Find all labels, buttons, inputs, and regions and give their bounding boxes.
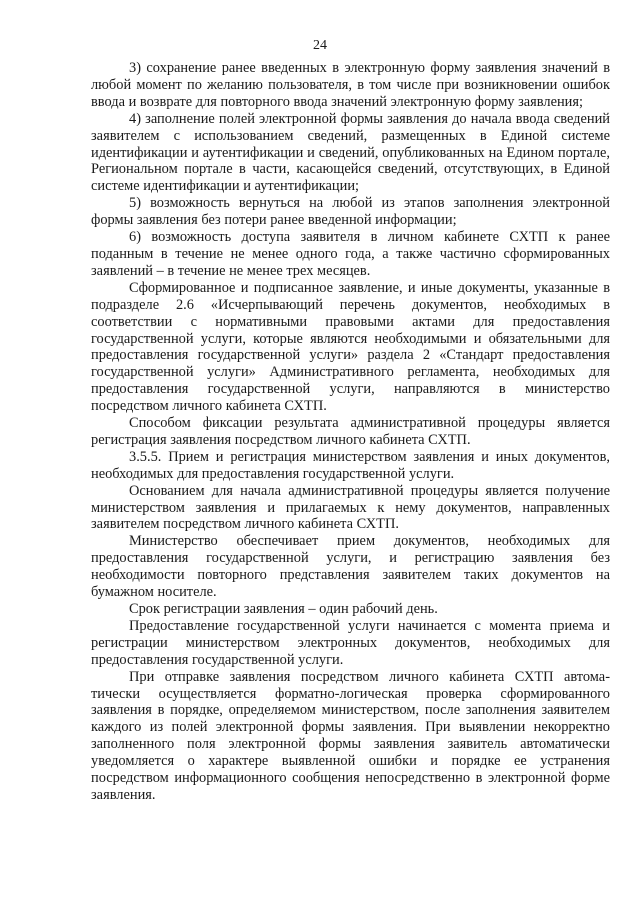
paragraph-service-start: Предоставление государственной услуги начинается с момента приема и регистрации министерством электронных документов, необходимых для предоставления государственной услуги. bbox=[91, 617, 610, 668]
document-body bbox=[91, 60, 610, 804]
paragraph-registration-term: Срок регистрации заявления – один рабочий день. bbox=[129, 601, 438, 617]
page-number: 24 bbox=[313, 38, 327, 53]
paragraph-item-6: 6) возможность доступа заявителя в личном кабинете СХТП к ранее поданным в течение не менее одного года, а также частично сформированных заявлений – в течение не менее трех месяцев. bbox=[91, 229, 610, 279]
paragraph-ministry-receipt: Министерство обеспечивает прием документов, необходимых для предоставления государственной услуги, и регистрацию заявления без необходимости повторного представления заявителем таких документов на бумажном носителе. bbox=[91, 533, 610, 601]
paragraph-procedure-basis: Основанием для начала административной процедуры является получение министерством заявления и прилагаемых к нему документов, направленных заявителем посредством личного кабинета СХТП. bbox=[91, 482, 610, 533]
paragraph-submitted-documents: Сформированное и подписанное заявление, и иные документы, указанные в подразделе 2.6 «Исчерпывающий перечень документов, необходимых в соответствии с нормативными правовыми актами для предоставления государственной услуги, которые являются необходимыми и обязательными для предоставления государственной услуги» раздела 2 «Стандарт предоставления государственной услуги» Административного регламента, необходимых для предоставления государственной услуги, направляются в министерство посредством личного кабинета СХТП. bbox=[91, 279, 610, 415]
paragraph-item-4: 4) заполнение полей электронной формы заявления до начала ввода сведений заявителем с использованием сведений, размещенных в Единой системе идентификации и аутентификации и сведений, опубликованных на Едином портале, Региональном портале в части, касающейся сведений, отсутствующих, в Единой системе идентификации и аутентификации; bbox=[91, 110, 610, 195]
paragraph-item-5: 5) возможность вернуться на любой из этапов заполнения электронной формы заявления без потери ранее введенной информации; bbox=[91, 195, 610, 229]
paragraph-format-logic-check: При отправке заявления посредством личного кабинета СХТП автома-тически осуществляется форматно-логическая проверка сформированного заявления в порядке, определяемом министерством, после заполнения заявителем каждого из полей электронной формы заявления. При выявлении некорректно заполненного поля электронной формы заявления заявитель автоматически уведомляется о характере выявленной ошибки и порядке ее устранения посредством информационного сообщения непосредственно в электронной форме заявления. bbox=[91, 668, 610, 803]
paragraph-fixation-method: Способом фиксации результата административной процедуры является регистрация заявления посредством личного кабинета СХТП. bbox=[91, 415, 610, 448]
paragraph-section-3-5-5: 3.5.5. Прием и регистрация министерством заявления и иных документов, необходимых для предоставления государственной услуги. bbox=[91, 448, 610, 482]
paragraph-item-3: 3) сохранение ранее введенных в электронную форму заявления значений в любой момент по желанию пользователя, в том числе при возникновении ошибок ввода и возврате для повторного ввода значений электронную форму заявления; bbox=[91, 60, 610, 110]
